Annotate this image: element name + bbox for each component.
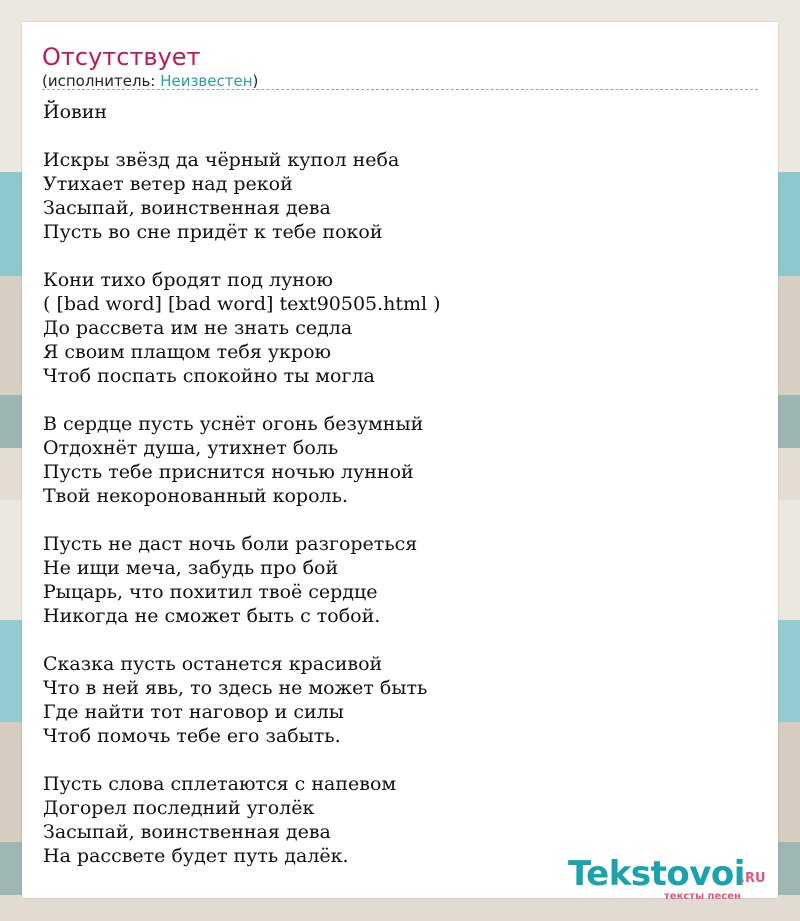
song-header [42, 42, 758, 90]
lyrics-line: Чтоб поспать спокойно ты могла [43, 365, 375, 387]
lyrics-line [43, 124, 759, 148]
lyrics-line: Пусть слова сплетаются с напевом [43, 773, 397, 795]
lyrics-line: Сказка пусть останется красивой [43, 653, 383, 675]
lyrics-line: До рассвета им не знать седла [43, 317, 353, 339]
lyrics-line: Чтоб помочь тебе его забыть. [43, 725, 341, 747]
header-divider [42, 89, 758, 90]
lyrics-line: Что в ней явь, то здесь не может быть [43, 677, 428, 699]
lyrics-line [43, 508, 759, 532]
lyrics-line: Я своим плащом тебя укрою [43, 341, 332, 363]
lyrics-line: Отдохнёт душа, утихнет боль [43, 437, 339, 459]
lyrics-card [22, 22, 778, 902]
lyrics-text [43, 100, 759, 868]
lyrics-line [43, 388, 759, 412]
lyrics-line: Засыпай, воинственная дева [43, 197, 331, 219]
artist-prefix: (исполнитель: [42, 72, 161, 90]
lyrics-line: В сердце пусть уснёт огонь безумный [43, 413, 424, 435]
lyrics-line: Пусть не даст ночь боли разгореться [43, 533, 418, 555]
lyrics-line: Рыцарь, что похитил твоё сердце [43, 581, 378, 603]
logo-tagline: тексты песен [664, 891, 741, 902]
song-title: Отсутствует [42, 43, 201, 71]
lyrics-line: Где найти тот наговор и силы [43, 701, 344, 723]
lyrics-line: Никогда не сможет быть с тобой. [43, 605, 381, 627]
lyrics-line: Твой некоронованный король. [43, 485, 348, 507]
lyrics-line [43, 244, 759, 268]
lyrics-line: ( [bad word] [bad word] text90505.html ) [43, 293, 441, 315]
artist-line [42, 72, 758, 90]
artist-suffix: ) [252, 72, 259, 90]
site-logo[interactable] [568, 854, 773, 902]
lyrics-line: Кони тихо бродят под луною [43, 269, 333, 291]
lyrics-line: Засыпай, воинственная дева [43, 821, 331, 843]
lyrics-line: Утихает ветер над рекой [43, 173, 293, 195]
lyrics-line: Догорел последний уголёк [43, 797, 315, 819]
lyrics-line: Пусть тебе приснится ночью лунной [43, 461, 414, 483]
lyrics-line: На рассвете будет путь далёк. [43, 845, 349, 867]
lyrics-line: Искры звёзд да чёрный купол неба [43, 149, 400, 171]
logo-wordmark: Tekstovoi [568, 854, 745, 894]
lyrics-line [43, 628, 759, 652]
lyrics-line [43, 748, 759, 772]
artist-link[interactable]: Неизвестен [160, 72, 253, 90]
logo-tld: .RU [740, 871, 766, 886]
lyrics-line: Не ищи меча, забудь про бой [43, 557, 339, 579]
lyrics-line: Йовин [43, 101, 108, 123]
lyrics-line: Пусть во сне придёт к тебе покой [43, 221, 383, 243]
